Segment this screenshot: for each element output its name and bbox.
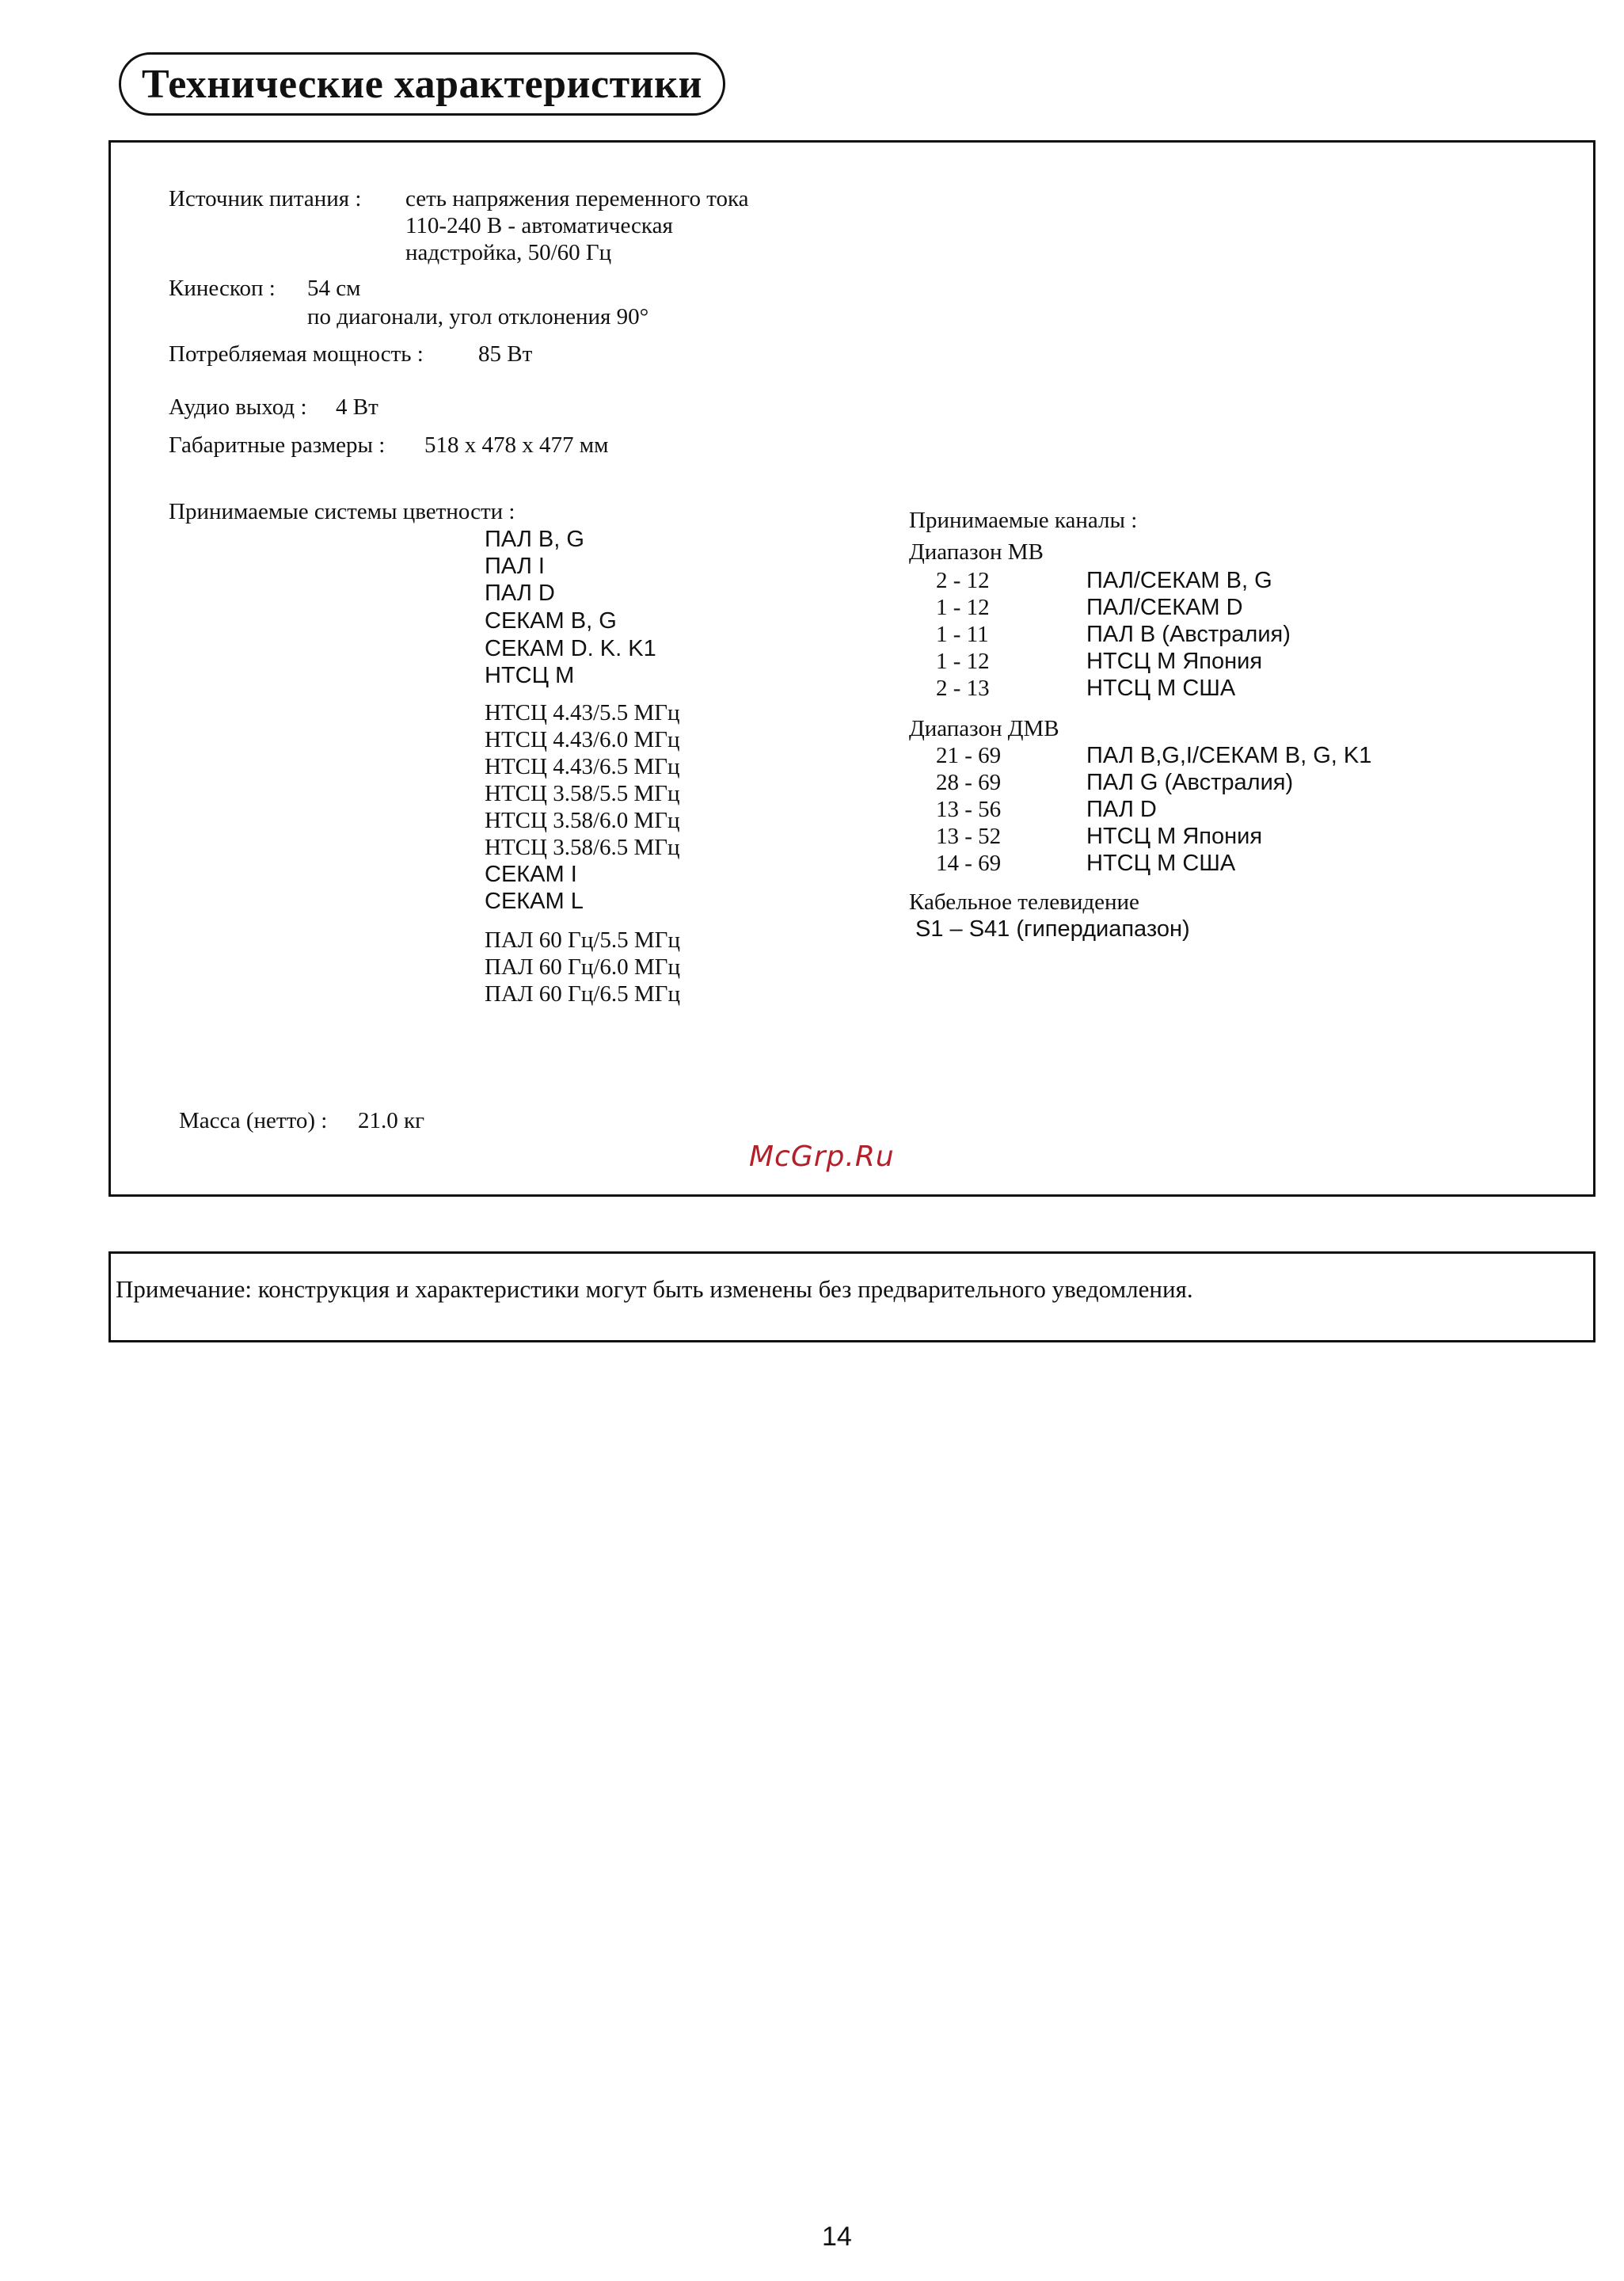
power-consumption-label: Потребляемая мощность : xyxy=(169,341,424,367)
vhf-system: ПАЛ/СЕКАМ B, G xyxy=(1086,568,1272,593)
cable-tv-value: S1 – S41 (гипердиапазон) xyxy=(915,916,1190,942)
color-system-item: СЕКАМ B, G xyxy=(485,608,617,634)
vhf-system: ПАЛ B (Австралия) xyxy=(1086,622,1291,647)
page-title: Технические характеристики xyxy=(142,61,702,107)
dimensions-value: 518 x 478 x 477 мм xyxy=(424,432,609,458)
color-system-item: НТСЦ 3.58/6.5 МГц xyxy=(485,835,680,860)
watermark: McGrp.Ru xyxy=(749,1140,895,1173)
color-system-item: НТСЦ 3.58/6.0 МГц xyxy=(485,808,680,833)
audio-output-value: 4 Вт xyxy=(336,394,378,420)
picture-tube-value: 54 см xyxy=(307,276,361,301)
uhf-range: 28 - 69 xyxy=(936,770,1002,795)
color-system-item: СЕКАМ L xyxy=(485,889,584,914)
vhf-system: ПАЛ/СЕКАМ D xyxy=(1086,595,1243,620)
color-system-item: НТСЦ 3.58/5.5 МГц xyxy=(485,781,680,806)
channels-label: Принимаемые каналы : xyxy=(909,508,1138,533)
color-system-item: СЕКАМ I xyxy=(485,862,577,887)
vhf-range: 1 - 12 xyxy=(936,595,990,620)
power-source-line3: надстройка, 50/60 Гц xyxy=(405,240,612,265)
dimensions-label: Габаритные размеры : xyxy=(169,432,386,458)
cable-tv-label: Кабельное телевидение xyxy=(909,889,1139,915)
vhf-range: 1 - 12 xyxy=(936,649,990,674)
uhf-range: 14 - 69 xyxy=(936,851,1002,876)
picture-tube-detail: по диагонали, угол отклонения 90° xyxy=(307,304,649,329)
color-system-item: НТСЦ 4.43/6.5 МГц xyxy=(485,754,680,779)
mass-label: Масса (нетто) : xyxy=(179,1108,328,1133)
uhf-range: 13 - 56 xyxy=(936,797,1002,822)
vhf-range: 1 - 11 xyxy=(936,622,989,647)
uhf-system: ПАЛ B,G,I/СЕКАМ B, G, K1 xyxy=(1086,743,1372,768)
picture-tube-label: Кинескоп : xyxy=(169,276,276,301)
color-system-item: НТСЦ 4.43/6.0 МГц xyxy=(485,727,680,752)
color-systems-label: Принимаемые системы цветности : xyxy=(169,499,515,524)
vhf-system: НТСЦ M США xyxy=(1086,676,1236,701)
uhf-system: НТСЦ M США xyxy=(1086,851,1236,876)
color-system-item: НТСЦ 4.43/5.5 МГц xyxy=(485,700,680,725)
vhf-range: 2 - 12 xyxy=(936,568,990,593)
uhf-range: 13 - 52 xyxy=(936,824,1002,849)
vhf-band-label: Диапазон МВ xyxy=(909,539,1044,565)
vhf-system: НТСЦ M Япония xyxy=(1086,649,1263,674)
color-system-item: ПАЛ 60 Гц/6.5 МГц xyxy=(485,981,680,1007)
page-title-frame xyxy=(119,52,725,116)
uhf-range: 21 - 69 xyxy=(936,743,1002,768)
uhf-band-label: Диапазон ДМВ xyxy=(909,716,1059,741)
color-system-item: ПАЛ B, G xyxy=(485,527,584,552)
note-text: Примечание: конструкция и характеристики могут быть изменены без предварительного уведомления. xyxy=(116,1275,1193,1303)
color-system-item: ПАЛ D xyxy=(485,581,555,606)
audio-output-label: Аудио выход : xyxy=(169,394,307,420)
power-consumption-value: 85 Вт xyxy=(478,341,533,367)
power-source-line2: 110-240 В - автоматическая xyxy=(405,213,673,238)
uhf-system: НТСЦ M Япония xyxy=(1086,824,1263,849)
color-system-item: ПАЛ 60 Гц/6.0 МГц xyxy=(485,954,680,980)
power-source-line1: сеть напряжения переменного тока xyxy=(405,186,749,211)
uhf-system: ПАЛ D xyxy=(1086,797,1157,822)
page-number: 14 xyxy=(822,2222,852,2252)
color-system-item: ПАЛ I xyxy=(485,554,545,579)
color-system-item: СЕКАМ D. K. K1 xyxy=(485,636,656,661)
color-system-item: ПАЛ 60 Гц/5.5 МГц xyxy=(485,927,680,953)
mass-value: 21.0 кг xyxy=(358,1108,424,1133)
uhf-system: ПАЛ G (Австралия) xyxy=(1086,770,1294,795)
vhf-range: 2 - 13 xyxy=(936,676,990,701)
power-source-label: Источник питания : xyxy=(169,186,362,211)
color-system-item: НТСЦ M xyxy=(485,663,575,688)
